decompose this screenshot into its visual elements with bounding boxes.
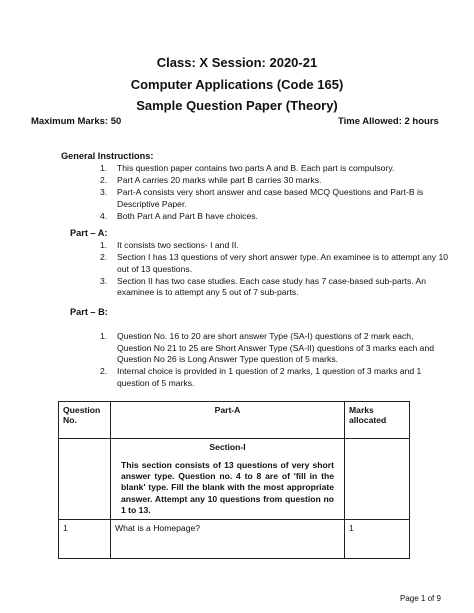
list-item: 4. Both Part A and Part B have choices. [100,210,258,221]
list-item: 2. Internal choice is provided in 1 question of 2 marks, 1 question of 3 marks and 1 question of 5 marks. [100,366,422,388]
paper-title: Sample Question Paper (Theory) [136,98,338,113]
part-b-list [100,331,450,390]
list-item: 1. It consists two sections- I and II. [100,240,239,250]
part-b-heading: Part – B: [70,307,108,317]
marks-allocated-header: Marks allocated [345,402,410,439]
list-item: 3. Section II has two case studies. Each case study has 7 case-based sub-parts. An examinee is to attempt any 5 out of 7 sub-parts. [100,275,427,298]
page-number: Page 1 of 9 [400,594,441,603]
time-allowed: Time Allowed: 2 hours [338,116,439,127]
list-item: 1. This question paper contains two parts A and B. Each part is compulsory. [100,163,395,173]
list-item: 2. Section I has 13 questions of very short answer type. An examinee is to attempt any 10 out of 13 questions. [100,252,449,274]
general-instructions-list [100,163,440,223]
section-title: Section-I [209,442,246,452]
question-marks: 1 [345,520,410,559]
section-description: This section consists of 13 questions of very short answer type. Question no. 4 to 8 are of 'fill in the blank' type. Fill the blank with the most appropriate answer. Attempt any 10 questions from question no 1 to 13. [121,460,334,515]
question-text: What is a Homepage? [111,520,345,559]
general-instructions-heading: General Instructions: [61,151,154,161]
list-item: 2. Part A carries 20 marks while part B carries 30 marks. [100,175,322,186]
part-a-list [100,240,450,299]
question-number: 1 [59,520,111,559]
list-item: 3. Part-A consists very short answer and case based MCQ Questions and Part-B is Descriptive Paper. [100,187,424,209]
question-no-header: Question No. [59,402,111,439]
part-a-heading: Part – A: [70,228,108,238]
class-session-title: Class: X Session: 2020-21 [156,55,318,70]
question-table [58,401,410,559]
subject-title: Computer Applications (Code 165) [130,77,344,92]
list-item: 1. Question No. 16 to 20 are short answer Type (SA-I) questions of 2 mark each, Question No 21 to 25 are Short Answer Type (SA-II) questions of 3 marks each and Question No 26 is Long Answer Type question of 5 marks. [100,331,435,365]
table-row [59,520,410,559]
section-row [59,439,410,520]
table-header-row [59,402,410,439]
part-a-header: Part-A [111,402,345,439]
maximum-marks: Maximum Marks: 50 [31,116,122,127]
